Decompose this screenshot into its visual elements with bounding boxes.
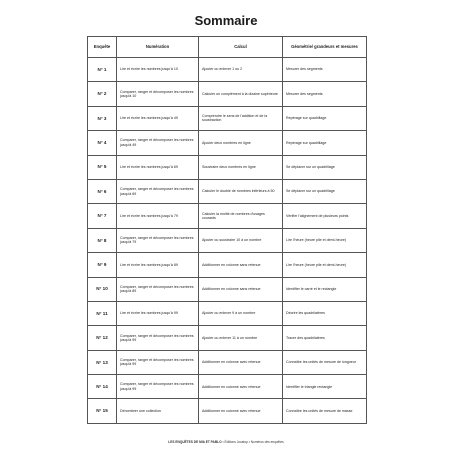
calcul-cell: Soustraire deux nombres en ligne <box>199 155 283 179</box>
calcul-cell: Ajouter ou soustraire 10 à un nombre <box>199 228 283 252</box>
numeration-cell: Lire et écrire les nombres jusqu'à 10 <box>117 58 199 82</box>
geometrie-cell: Identifier le carré et le rectangle <box>283 277 367 301</box>
calcul-cell: Additionner en colonne sans retenue <box>199 253 283 277</box>
table-row <box>88 58 367 82</box>
calcul-cell: Additionner en colonne sans retenue <box>199 277 283 301</box>
table-row <box>88 350 367 374</box>
calcul-cell: Calculer le double de nombres inférieurs à 50 <box>199 179 283 203</box>
enquete-number: N° 8 <box>88 228 117 252</box>
calcul-cell: Additionner en colonne avec retenue <box>199 375 283 399</box>
enquete-number: N° 9 <box>88 253 117 277</box>
enquete-number: N° 15 <box>88 399 117 423</box>
geometrie-cell: Décrire les quadrilatères <box>283 301 367 325</box>
calcul-cell: Calculer un complément à la dizaine supérieure <box>199 82 283 106</box>
calcul-cell: Additionner en colonne avec retenue <box>199 350 283 374</box>
table-row <box>88 204 367 228</box>
page-footer <box>0 440 452 444</box>
table-row <box>88 131 367 155</box>
calcul-cell: Additionner en colonne avec retenue <box>199 399 283 423</box>
numeration-cell: Dénombrer une collection <box>117 399 199 423</box>
table-row <box>88 228 367 252</box>
footer-publisher: • Éditions Jocatop • Numéros des enquêtes <box>222 440 284 444</box>
calcul-cell: Ajouter ou enlever 1 ou 2 <box>199 58 283 82</box>
table-row <box>88 375 367 399</box>
table-row <box>88 277 367 301</box>
enquete-number: N° 4 <box>88 131 117 155</box>
enquete-number: N° 3 <box>88 106 117 130</box>
geometrie-cell: Identifier le triangle rectangle <box>283 375 367 399</box>
geometrie-cell: Connaître les unités de mesure de masse <box>283 399 367 423</box>
enquete-number: N° 12 <box>88 326 117 350</box>
geometrie-cell: Tracer des quadrilatères <box>283 326 367 350</box>
page-title: Sommaire <box>194 13 258 28</box>
calcul-cell: Comprendre le sens de l'addition et de la soustraction <box>199 106 283 130</box>
footer-series: LES ENQUÊTES DE MIA ET PABLO <box>168 440 222 444</box>
numeration-cell: Comparer, ranger et décomposer les nombres jusqu'à 89 <box>117 277 199 301</box>
enquete-number: N° 10 <box>88 277 117 301</box>
calcul-cell: Ajouter ou enlever 11 à un nombre <box>199 326 283 350</box>
calcul-cell: Calculer la moitié de nombres d'usages courants <box>199 204 283 228</box>
table-row <box>88 155 367 179</box>
numeration-cell: Lire et écrire les nombres jusqu'à 49 <box>117 106 199 130</box>
geometrie-cell: Mesurer des segments <box>283 82 367 106</box>
geometrie-cell: Lire l'heure (heure pile et demi-heure) <box>283 253 367 277</box>
table-row <box>88 326 367 350</box>
enquete-number: N° 2 <box>88 82 117 106</box>
calcul-cell: Ajouter deux nombres en ligne <box>199 131 283 155</box>
geometrie-cell: Se déplacer sur un quadrillage <box>283 179 367 203</box>
geometrie-cell: Repérage sur quadrillage <box>283 131 367 155</box>
header-numeration: Numération <box>117 37 199 58</box>
table-header-row <box>88 37 367 58</box>
calcul-cell: Ajouter ou enlever 9 à un nombre <box>199 301 283 325</box>
table-row <box>88 106 367 130</box>
header-geometrie: Géométrie/ grandeurs et mesures <box>283 37 367 58</box>
enquete-number: N° 6 <box>88 179 117 203</box>
geometrie-cell: Mesurer des segments <box>283 58 367 82</box>
summary-table <box>87 36 367 424</box>
header-enquete: Enquête <box>88 37 117 58</box>
table-row <box>88 399 367 423</box>
geometrie-cell: Lire l'heure (heure pile et demi-heure) <box>283 228 367 252</box>
table-row <box>88 253 367 277</box>
enquete-number: N° 14 <box>88 375 117 399</box>
geometrie-cell: Vérifier l'alignement de plusieurs points <box>283 204 367 228</box>
numeration-cell: Comparer, ranger et décomposer les nombres jusqu'à 99 <box>117 326 199 350</box>
numeration-cell: Comparer, ranger et décomposer les nombres jusqu'à 69 <box>117 179 199 203</box>
table-row <box>88 301 367 325</box>
geometrie-cell: Repérage sur quadrillage <box>283 106 367 130</box>
numeration-cell: Lire et écrire les nombres jusqu'à 79 <box>117 204 199 228</box>
enquete-number: N° 1 <box>88 58 117 82</box>
geometrie-cell: Connaître les unités de mesure de longueur <box>283 350 367 374</box>
enquete-number: N° 5 <box>88 155 117 179</box>
geometrie-cell: Se déplacer sur un quadrillage <box>283 155 367 179</box>
numeration-cell: Comparer, ranger et décomposer les nombres jusqu'à 79 <box>117 228 199 252</box>
numeration-cell: Lire et écrire les nombres jusqu'à 69 <box>117 155 199 179</box>
header-calcul: Calcul <box>199 37 283 58</box>
numeration-cell: Lire et écrire les nombres jusqu'à 99 <box>117 301 199 325</box>
enquete-number: N° 11 <box>88 301 117 325</box>
table-row <box>88 179 367 203</box>
numeration-cell: Comparer, ranger et décomposer les nombres jusqu'à 49 <box>117 131 199 155</box>
numeration-cell: Comparer, ranger et décomposer les nombres jusqu'à 99 <box>117 350 199 374</box>
numeration-cell: Comparer, ranger et décomposer les nombres jusqu'à 10 <box>117 82 199 106</box>
enquete-number: N° 13 <box>88 350 117 374</box>
numeration-cell: Comparer, ranger et décomposer les nombres jusqu'à 99 <box>117 375 199 399</box>
numeration-cell: Lire et écrire les nombres jusqu'à 89 <box>117 253 199 277</box>
enquete-number: N° 7 <box>88 204 117 228</box>
table-row <box>88 82 367 106</box>
